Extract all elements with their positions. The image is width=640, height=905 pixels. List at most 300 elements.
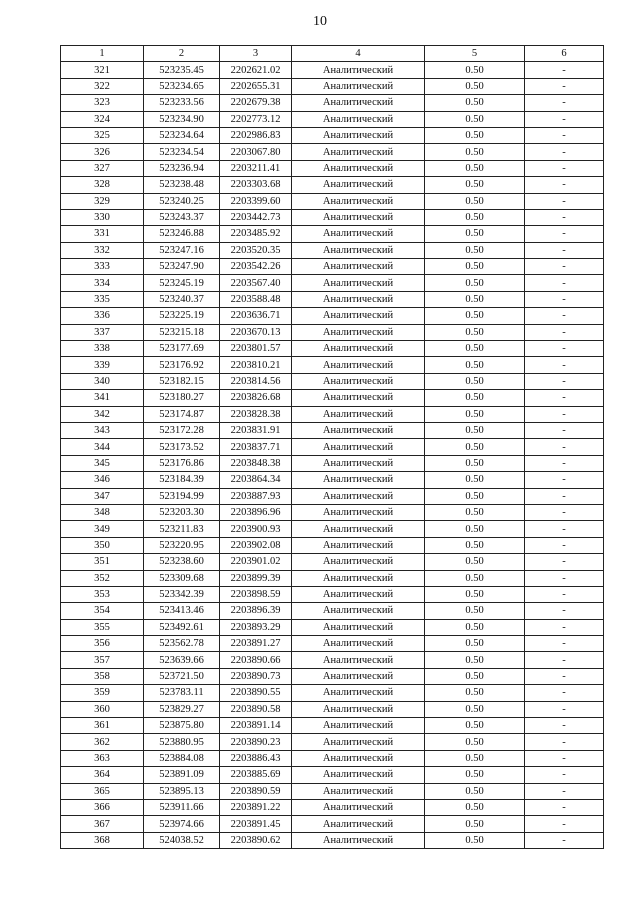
- cell-x-coordinate: 523172.28: [144, 422, 220, 438]
- cell-method: Аналитический: [292, 95, 425, 111]
- cell-method: Аналитический: [292, 78, 425, 94]
- cell-note: -: [525, 554, 604, 570]
- cell-method: Аналитический: [292, 504, 425, 520]
- cell-y-coordinate: 2203542.26: [220, 259, 292, 275]
- cell-point-number: 352: [61, 570, 144, 586]
- cell-method: Аналитический: [292, 750, 425, 766]
- cell-x-coordinate: 523240.25: [144, 193, 220, 209]
- cell-accuracy: 0.50: [425, 636, 525, 652]
- cell-method: Аналитический: [292, 668, 425, 684]
- cell-method: Аналитический: [292, 718, 425, 734]
- cell-note: -: [525, 734, 604, 750]
- cell-method: Аналитический: [292, 226, 425, 242]
- cell-y-coordinate: 2203837.71: [220, 439, 292, 455]
- cell-note: -: [525, 390, 604, 406]
- cell-accuracy: 0.50: [425, 177, 525, 193]
- cell-method: Аналитический: [292, 685, 425, 701]
- table-row: [61, 832, 604, 848]
- cell-accuracy: 0.50: [425, 62, 525, 78]
- cell-method: Аналитический: [292, 357, 425, 373]
- cell-accuracy: 0.50: [425, 619, 525, 635]
- cell-x-coordinate: 523246.88: [144, 226, 220, 242]
- table-row: [61, 603, 604, 619]
- cell-accuracy: 0.50: [425, 603, 525, 619]
- cell-x-coordinate: 523177.69: [144, 341, 220, 357]
- cell-method: Аналитический: [292, 259, 425, 275]
- table-row: [61, 718, 604, 734]
- cell-method: Аналитический: [292, 816, 425, 832]
- table-row: [61, 734, 604, 750]
- cell-point-number: 355: [61, 619, 144, 635]
- cell-method: Аналитический: [292, 291, 425, 307]
- cell-accuracy: 0.50: [425, 816, 525, 832]
- cell-method: Аналитический: [292, 767, 425, 783]
- cell-point-number: 367: [61, 816, 144, 832]
- cell-accuracy: 0.50: [425, 570, 525, 586]
- cell-accuracy: 0.50: [425, 537, 525, 553]
- cell-x-coordinate: 523174.87: [144, 406, 220, 422]
- coordinates-table: [60, 45, 604, 849]
- cell-y-coordinate: 2203848.38: [220, 455, 292, 471]
- cell-x-coordinate: 523911.66: [144, 799, 220, 815]
- table-row: [61, 160, 604, 176]
- cell-point-number: 356: [61, 636, 144, 652]
- table-row: [61, 816, 604, 832]
- cell-point-number: 331: [61, 226, 144, 242]
- cell-x-coordinate: 523492.61: [144, 619, 220, 635]
- table-row: [61, 177, 604, 193]
- cell-note: -: [525, 767, 604, 783]
- cell-x-coordinate: 523247.90: [144, 259, 220, 275]
- cell-note: -: [525, 832, 604, 848]
- cell-accuracy: 0.50: [425, 259, 525, 275]
- cell-note: -: [525, 406, 604, 422]
- column-header-6: 6: [525, 46, 604, 62]
- cell-y-coordinate: 2203896.96: [220, 504, 292, 520]
- cell-y-coordinate: 2202621.02: [220, 62, 292, 78]
- cell-y-coordinate: 2203588.48: [220, 291, 292, 307]
- cell-y-coordinate: 2203891.22: [220, 799, 292, 815]
- table-row: [61, 668, 604, 684]
- table-row: [61, 275, 604, 291]
- table-row: [61, 373, 604, 389]
- cell-accuracy: 0.50: [425, 193, 525, 209]
- cell-note: -: [525, 570, 604, 586]
- cell-method: Аналитический: [292, 586, 425, 602]
- cell-accuracy: 0.50: [425, 422, 525, 438]
- cell-note: -: [525, 160, 604, 176]
- cell-method: Аналитический: [292, 734, 425, 750]
- cell-method: Аналитический: [292, 455, 425, 471]
- cell-accuracy: 0.50: [425, 242, 525, 258]
- cell-note: -: [525, 226, 604, 242]
- cell-point-number: 328: [61, 177, 144, 193]
- cell-point-number: 322: [61, 78, 144, 94]
- cell-note: -: [525, 357, 604, 373]
- cell-accuracy: 0.50: [425, 144, 525, 160]
- cell-x-coordinate: 523176.92: [144, 357, 220, 373]
- table-row: [61, 111, 604, 127]
- cell-accuracy: 0.50: [425, 718, 525, 734]
- cell-point-number: 345: [61, 455, 144, 471]
- cell-point-number: 366: [61, 799, 144, 815]
- cell-note: -: [525, 78, 604, 94]
- cell-y-coordinate: 2203902.08: [220, 537, 292, 553]
- cell-method: Аналитический: [292, 472, 425, 488]
- cell-note: -: [525, 799, 604, 815]
- table-row: [61, 95, 604, 111]
- cell-point-number: 324: [61, 111, 144, 127]
- cell-x-coordinate: 523342.39: [144, 586, 220, 602]
- cell-point-number: 329: [61, 193, 144, 209]
- cell-accuracy: 0.50: [425, 668, 525, 684]
- cell-point-number: 362: [61, 734, 144, 750]
- cell-x-coordinate: 523238.48: [144, 177, 220, 193]
- table-row: [61, 422, 604, 438]
- table-row: [61, 324, 604, 340]
- cell-note: -: [525, 668, 604, 684]
- table-row: [61, 127, 604, 143]
- cell-y-coordinate: 2203891.14: [220, 718, 292, 734]
- cell-x-coordinate: 523234.90: [144, 111, 220, 127]
- cell-point-number: 339: [61, 357, 144, 373]
- cell-y-coordinate: 2202655.31: [220, 78, 292, 94]
- cell-point-number: 358: [61, 668, 144, 684]
- cell-point-number: 336: [61, 308, 144, 324]
- cell-y-coordinate: 2203890.66: [220, 652, 292, 668]
- cell-point-number: 342: [61, 406, 144, 422]
- cell-accuracy: 0.50: [425, 734, 525, 750]
- cell-point-number: 337: [61, 324, 144, 340]
- cell-note: -: [525, 488, 604, 504]
- cell-accuracy: 0.50: [425, 701, 525, 717]
- cell-y-coordinate: 2203891.45: [220, 816, 292, 832]
- header-row: [61, 46, 604, 62]
- cell-x-coordinate: 523220.95: [144, 537, 220, 553]
- table-row: [61, 144, 604, 160]
- cell-x-coordinate: 523783.11: [144, 685, 220, 701]
- cell-method: Аналитический: [292, 209, 425, 225]
- cell-accuracy: 0.50: [425, 324, 525, 340]
- cell-accuracy: 0.50: [425, 488, 525, 504]
- cell-x-coordinate: 523225.19: [144, 308, 220, 324]
- cell-y-coordinate: 2202986.83: [220, 127, 292, 143]
- cell-method: Аналитический: [292, 521, 425, 537]
- table-row: [61, 439, 604, 455]
- cell-method: Аналитический: [292, 439, 425, 455]
- cell-method: Аналитический: [292, 488, 425, 504]
- cell-note: -: [525, 521, 604, 537]
- cell-accuracy: 0.50: [425, 406, 525, 422]
- cell-x-coordinate: 523233.56: [144, 95, 220, 111]
- cell-x-coordinate: 523203.30: [144, 504, 220, 520]
- table-row: [61, 767, 604, 783]
- cell-accuracy: 0.50: [425, 275, 525, 291]
- cell-x-coordinate: 523182.15: [144, 373, 220, 389]
- cell-note: -: [525, 619, 604, 635]
- cell-method: Аналитический: [292, 193, 425, 209]
- cell-note: -: [525, 177, 604, 193]
- cell-note: -: [525, 62, 604, 78]
- cell-y-coordinate: 2203831.91: [220, 422, 292, 438]
- cell-note: -: [525, 750, 604, 766]
- cell-note: -: [525, 783, 604, 799]
- cell-x-coordinate: 523238.60: [144, 554, 220, 570]
- cell-y-coordinate: 2203890.23: [220, 734, 292, 750]
- cell-note: -: [525, 275, 604, 291]
- cell-method: Аналитический: [292, 127, 425, 143]
- cell-x-coordinate: 523176.86: [144, 455, 220, 471]
- cell-point-number: 333: [61, 259, 144, 275]
- cell-method: Аналитический: [292, 619, 425, 635]
- cell-method: Аналитический: [292, 373, 425, 389]
- cell-accuracy: 0.50: [425, 554, 525, 570]
- cell-x-coordinate: 523891.09: [144, 767, 220, 783]
- table-header: [61, 46, 604, 62]
- cell-method: Аналитический: [292, 537, 425, 553]
- table-row: [61, 390, 604, 406]
- cell-x-coordinate: 523721.50: [144, 668, 220, 684]
- table-row: [61, 799, 604, 815]
- table-row: [61, 488, 604, 504]
- cell-note: -: [525, 603, 604, 619]
- cell-method: Аналитический: [292, 275, 425, 291]
- cell-point-number: 334: [61, 275, 144, 291]
- cell-x-coordinate: 523234.64: [144, 127, 220, 143]
- cell-method: Аналитический: [292, 160, 425, 176]
- table-body: [61, 62, 604, 849]
- cell-y-coordinate: 2203890.58: [220, 701, 292, 717]
- cell-note: -: [525, 586, 604, 602]
- cell-y-coordinate: 2203890.73: [220, 668, 292, 684]
- table-row: [61, 586, 604, 602]
- cell-point-number: 357: [61, 652, 144, 668]
- table-row: [61, 62, 604, 78]
- cell-y-coordinate: 2203890.59: [220, 783, 292, 799]
- cell-accuracy: 0.50: [425, 685, 525, 701]
- column-header-5: 5: [425, 46, 525, 62]
- cell-note: -: [525, 455, 604, 471]
- cell-y-coordinate: 2202679.38: [220, 95, 292, 111]
- cell-point-number: 321: [61, 62, 144, 78]
- cell-x-coordinate: 523880.95: [144, 734, 220, 750]
- cell-x-coordinate: 523413.46: [144, 603, 220, 619]
- table-row: [61, 652, 604, 668]
- cell-x-coordinate: 523184.39: [144, 472, 220, 488]
- table-row: [61, 291, 604, 307]
- column-header-3: 3: [220, 46, 292, 62]
- cell-y-coordinate: 2203826.68: [220, 390, 292, 406]
- cell-note: -: [525, 324, 604, 340]
- cell-point-number: 359: [61, 685, 144, 701]
- cell-accuracy: 0.50: [425, 160, 525, 176]
- cell-method: Аналитический: [292, 111, 425, 127]
- cell-x-coordinate: 523829.27: [144, 701, 220, 717]
- cell-x-coordinate: 523211.83: [144, 521, 220, 537]
- cell-accuracy: 0.50: [425, 832, 525, 848]
- cell-x-coordinate: 523234.54: [144, 144, 220, 160]
- cell-accuracy: 0.50: [425, 95, 525, 111]
- cell-accuracy: 0.50: [425, 341, 525, 357]
- cell-method: Аналитический: [292, 406, 425, 422]
- cell-y-coordinate: 2203900.93: [220, 521, 292, 537]
- cell-note: -: [525, 718, 604, 734]
- cell-point-number: 349: [61, 521, 144, 537]
- cell-accuracy: 0.50: [425, 504, 525, 520]
- cell-y-coordinate: 2203890.62: [220, 832, 292, 848]
- cell-accuracy: 0.50: [425, 521, 525, 537]
- cell-y-coordinate: 2203303.68: [220, 177, 292, 193]
- cell-y-coordinate: 2203896.39: [220, 603, 292, 619]
- table-row: [61, 259, 604, 275]
- cell-note: -: [525, 816, 604, 832]
- cell-x-coordinate: 523639.66: [144, 652, 220, 668]
- cell-note: -: [525, 95, 604, 111]
- cell-point-number: 344: [61, 439, 144, 455]
- cell-note: -: [525, 652, 604, 668]
- table-row: [61, 685, 604, 701]
- cell-method: Аналитический: [292, 783, 425, 799]
- cell-x-coordinate: 523247.16: [144, 242, 220, 258]
- cell-method: Аналитический: [292, 832, 425, 848]
- table-row: [61, 78, 604, 94]
- cell-point-number: 361: [61, 718, 144, 734]
- cell-method: Аналитический: [292, 554, 425, 570]
- cell-point-number: 364: [61, 767, 144, 783]
- table-row: [61, 209, 604, 225]
- cell-method: Аналитический: [292, 177, 425, 193]
- cell-accuracy: 0.50: [425, 291, 525, 307]
- cell-accuracy: 0.50: [425, 357, 525, 373]
- cell-accuracy: 0.50: [425, 373, 525, 389]
- cell-point-number: 363: [61, 750, 144, 766]
- cell-point-number: 348: [61, 504, 144, 520]
- cell-note: -: [525, 636, 604, 652]
- table-row: [61, 636, 604, 652]
- cell-accuracy: 0.50: [425, 472, 525, 488]
- cell-method: Аналитический: [292, 341, 425, 357]
- cell-x-coordinate: 523309.68: [144, 570, 220, 586]
- cell-accuracy: 0.50: [425, 390, 525, 406]
- cell-y-coordinate: 2203901.02: [220, 554, 292, 570]
- cell-note: -: [525, 439, 604, 455]
- cell-point-number: 330: [61, 209, 144, 225]
- table-row: [61, 783, 604, 799]
- cell-x-coordinate: 523243.37: [144, 209, 220, 225]
- cell-x-coordinate: 523180.27: [144, 390, 220, 406]
- cell-point-number: 343: [61, 422, 144, 438]
- cell-note: -: [525, 504, 604, 520]
- cell-note: -: [525, 259, 604, 275]
- cell-method: Аналитический: [292, 242, 425, 258]
- page-number: 10: [313, 14, 327, 29]
- cell-y-coordinate: 2203442.73: [220, 209, 292, 225]
- cell-method: Аналитический: [292, 652, 425, 668]
- cell-point-number: 360: [61, 701, 144, 717]
- table-row: [61, 226, 604, 242]
- cell-y-coordinate: 2203864.34: [220, 472, 292, 488]
- cell-x-coordinate: 523234.65: [144, 78, 220, 94]
- cell-accuracy: 0.50: [425, 127, 525, 143]
- cell-x-coordinate: 523215.18: [144, 324, 220, 340]
- cell-y-coordinate: 2203828.38: [220, 406, 292, 422]
- table-row: [61, 406, 604, 422]
- cell-x-coordinate: 523875.80: [144, 718, 220, 734]
- cell-y-coordinate: 2203520.35: [220, 242, 292, 258]
- cell-x-coordinate: 523194.99: [144, 488, 220, 504]
- cell-point-number: 325: [61, 127, 144, 143]
- cell-accuracy: 0.50: [425, 783, 525, 799]
- cell-method: Аналитический: [292, 799, 425, 815]
- cell-x-coordinate: 523236.94: [144, 160, 220, 176]
- cell-note: -: [525, 111, 604, 127]
- cell-accuracy: 0.50: [425, 111, 525, 127]
- cell-accuracy: 0.50: [425, 308, 525, 324]
- cell-accuracy: 0.50: [425, 226, 525, 242]
- cell-method: Аналитический: [292, 701, 425, 717]
- column-header-2: 2: [144, 46, 220, 62]
- cell-method: Аналитический: [292, 324, 425, 340]
- cell-method: Аналитический: [292, 422, 425, 438]
- cell-y-coordinate: 2203891.27: [220, 636, 292, 652]
- cell-y-coordinate: 2203885.69: [220, 767, 292, 783]
- cell-point-number: 326: [61, 144, 144, 160]
- cell-y-coordinate: 2203898.59: [220, 586, 292, 602]
- cell-x-coordinate: 523884.08: [144, 750, 220, 766]
- cell-note: -: [525, 685, 604, 701]
- cell-y-coordinate: 2202773.12: [220, 111, 292, 127]
- column-header-4: 4: [292, 46, 425, 62]
- cell-point-number: 368: [61, 832, 144, 848]
- cell-y-coordinate: 2203893.29: [220, 619, 292, 635]
- cell-x-coordinate: 523240.37: [144, 291, 220, 307]
- cell-point-number: 338: [61, 341, 144, 357]
- cell-accuracy: 0.50: [425, 439, 525, 455]
- cell-note: -: [525, 144, 604, 160]
- cell-accuracy: 0.50: [425, 455, 525, 471]
- cell-method: Аналитический: [292, 308, 425, 324]
- cell-point-number: 353: [61, 586, 144, 602]
- table-row: [61, 455, 604, 471]
- cell-y-coordinate: 2203211.41: [220, 160, 292, 176]
- cell-y-coordinate: 2203801.57: [220, 341, 292, 357]
- cell-accuracy: 0.50: [425, 78, 525, 94]
- table-row: [61, 554, 604, 570]
- cell-method: Аналитический: [292, 390, 425, 406]
- cell-note: -: [525, 308, 604, 324]
- cell-accuracy: 0.50: [425, 750, 525, 766]
- cell-x-coordinate: 523974.66: [144, 816, 220, 832]
- cell-y-coordinate: 2203399.60: [220, 193, 292, 209]
- cell-note: -: [525, 209, 604, 225]
- cell-point-number: 350: [61, 537, 144, 553]
- cell-point-number: 365: [61, 783, 144, 799]
- cell-method: Аналитический: [292, 62, 425, 78]
- cell-point-number: 340: [61, 373, 144, 389]
- cell-accuracy: 0.50: [425, 767, 525, 783]
- cell-note: -: [525, 701, 604, 717]
- cell-method: Аналитический: [292, 636, 425, 652]
- cell-note: -: [525, 242, 604, 258]
- cell-y-coordinate: 2203810.21: [220, 357, 292, 373]
- table-row: [61, 357, 604, 373]
- cell-method: Аналитический: [292, 603, 425, 619]
- cell-y-coordinate: 2203887.93: [220, 488, 292, 504]
- cell-note: -: [525, 373, 604, 389]
- table-row: [61, 308, 604, 324]
- table-row: [61, 701, 604, 717]
- cell-x-coordinate: 523235.45: [144, 62, 220, 78]
